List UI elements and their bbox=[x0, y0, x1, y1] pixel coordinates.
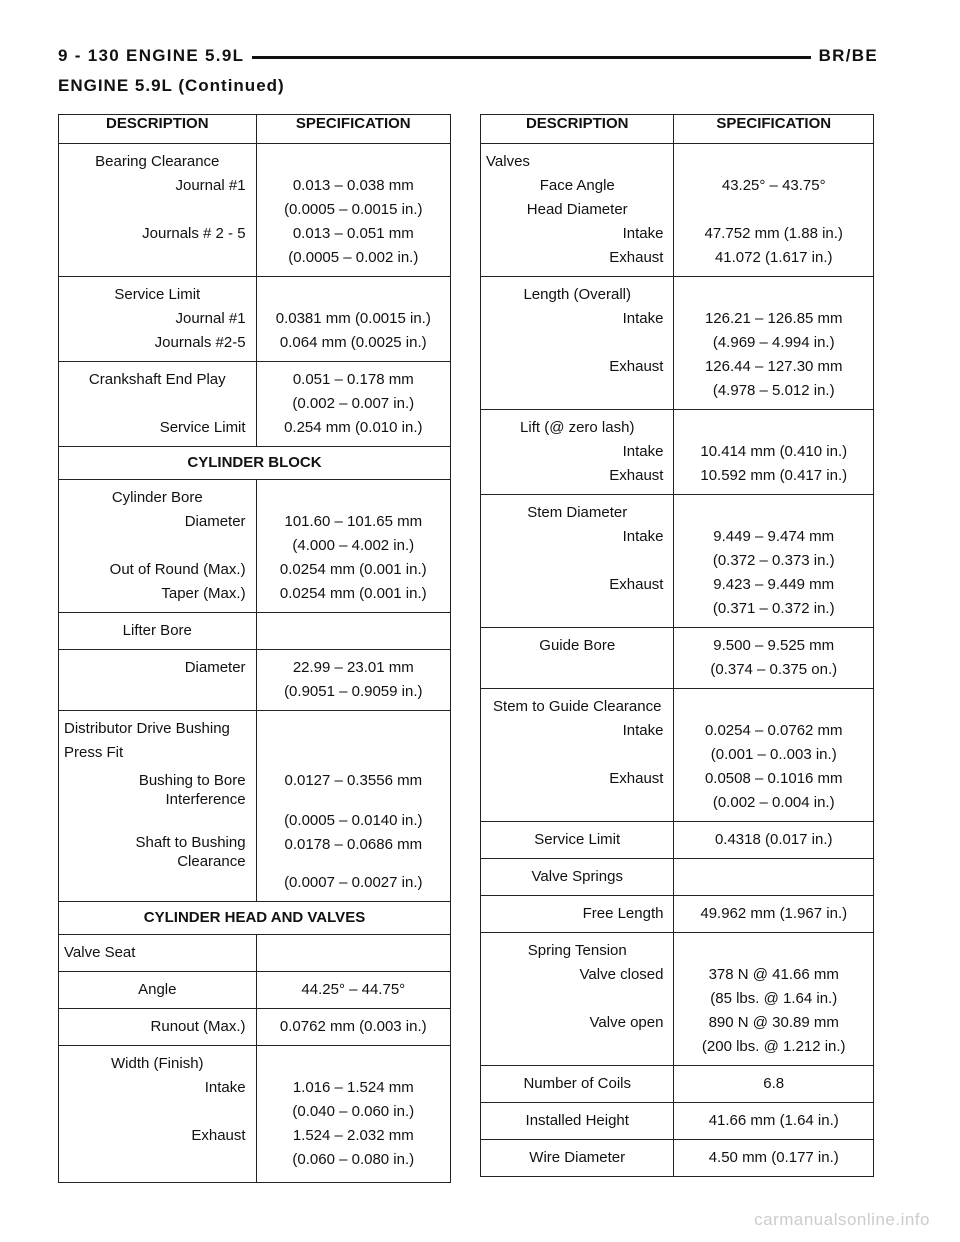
spec-label bbox=[481, 987, 674, 1011]
spec-value: 9.500 – 9.525 mm bbox=[674, 628, 874, 659]
spec-label bbox=[59, 809, 257, 833]
spec-value: (0.002 – 0.004 in.) bbox=[674, 791, 874, 822]
column-header-specification: SPECIFICATION bbox=[674, 115, 874, 144]
spec-label: Angle bbox=[59, 972, 257, 1009]
spec-label: Journals #2-5 bbox=[59, 331, 257, 362]
spec-label: Journals # 2 - 5 bbox=[59, 222, 257, 246]
spec-value: 0.0127 – 0.3556 mm bbox=[256, 765, 450, 809]
spec-value: (4.969 – 4.994 in.) bbox=[674, 331, 874, 355]
spec-label bbox=[481, 743, 674, 767]
spec-value bbox=[256, 277, 450, 308]
spec-label: Intake bbox=[481, 525, 674, 549]
spec-value: (0.372 – 0.373 in.) bbox=[674, 549, 874, 573]
spec-label: Bearing Clearance bbox=[59, 144, 257, 175]
spec-label bbox=[59, 198, 257, 222]
spec-label: Guide Bore bbox=[481, 628, 674, 659]
spec-value bbox=[674, 495, 874, 526]
column-header-description: DESCRIPTION bbox=[481, 115, 674, 144]
spec-value: 9.449 – 9.474 mm bbox=[674, 525, 874, 549]
spec-value: 0.254 mm (0.010 in.) bbox=[256, 416, 450, 447]
spec-label: Press Fit bbox=[59, 741, 257, 765]
spec-label: Intake bbox=[481, 719, 674, 743]
spec-value bbox=[674, 144, 874, 175]
spec-label: Free Length bbox=[481, 896, 674, 933]
spec-label: Length (Overall) bbox=[481, 277, 674, 308]
spec-value: 0.0762 mm (0.003 in.) bbox=[256, 1009, 450, 1046]
spec-value: 0.051 – 0.178 mm bbox=[256, 362, 450, 393]
spec-value bbox=[674, 689, 874, 720]
spec-label bbox=[481, 331, 674, 355]
spec-value bbox=[256, 741, 450, 765]
spec-label: Lift (@ zero lash) bbox=[481, 410, 674, 441]
spec-label: Intake bbox=[481, 440, 674, 464]
spec-label: Exhaust bbox=[481, 767, 674, 791]
spec-label: Bushing to Bore Interference bbox=[59, 765, 257, 809]
spec-label: Journal #1 bbox=[59, 174, 257, 198]
spec-value: (0.371 – 0.372 in.) bbox=[674, 597, 874, 628]
spec-value: (0.9051 – 0.9059 in.) bbox=[256, 680, 450, 711]
page-number-and-section: 9 - 130 ENGINE 5.9L bbox=[58, 46, 252, 66]
spec-value: 0.013 – 0.051 mm bbox=[256, 222, 450, 246]
spec-value: 0.0508 – 0.1016 mm bbox=[674, 767, 874, 791]
spec-value: 10.414 mm (0.410 in.) bbox=[674, 440, 874, 464]
spec-value: 126.44 – 127.30 mm bbox=[674, 355, 874, 379]
spec-value: (0.374 – 0.375 on.) bbox=[674, 658, 874, 689]
spec-value: (85 lbs. @ 1.64 in.) bbox=[674, 987, 874, 1011]
spec-value: 49.962 mm (1.967 in.) bbox=[674, 896, 874, 933]
spec-label: Diameter bbox=[59, 650, 257, 681]
spec-label: Exhaust bbox=[481, 573, 674, 597]
spec-value: 41.072 (1.617 in.) bbox=[674, 246, 874, 277]
column-header-specification: SPECIFICATION bbox=[256, 115, 450, 144]
spec-value bbox=[674, 277, 874, 308]
column-header-description: DESCRIPTION bbox=[59, 115, 257, 144]
spec-label bbox=[481, 549, 674, 573]
spec-value bbox=[256, 144, 450, 175]
spec-label: Face Angle bbox=[481, 174, 674, 198]
spec-label bbox=[59, 246, 257, 277]
spec-label: Head Diameter bbox=[481, 198, 674, 222]
spec-value: (0.0007 – 0.0027 in.) bbox=[256, 871, 450, 902]
spec-value: 0.0254 – 0.0762 mm bbox=[674, 719, 874, 743]
model-code: BR/BE bbox=[811, 46, 878, 66]
spec-label: Width (Finish) bbox=[59, 1046, 257, 1077]
spec-value: 1.524 – 2.032 mm bbox=[256, 1124, 450, 1148]
spec-label: Valves bbox=[481, 144, 674, 175]
spec-label: Crankshaft End Play bbox=[59, 362, 257, 393]
page-header bbox=[58, 46, 878, 70]
spec-value bbox=[674, 859, 874, 896]
spec-value bbox=[256, 613, 450, 650]
spec-label: Exhaust bbox=[481, 355, 674, 379]
spec-label: Service Limit bbox=[481, 822, 674, 859]
spec-label: Taper (Max.) bbox=[59, 582, 257, 613]
spec-label: Runout (Max.) bbox=[59, 1009, 257, 1046]
spec-label: Exhaust bbox=[481, 464, 674, 495]
spec-value: 1.016 – 1.524 mm bbox=[256, 1076, 450, 1100]
spec-label: Valve Seat bbox=[59, 935, 257, 972]
spec-label: Service Limit bbox=[59, 277, 257, 308]
spec-value: 10.592 mm (0.417 in.) bbox=[674, 464, 874, 495]
spec-label: Shaft to Bushing Clearance bbox=[59, 833, 257, 871]
spec-label: Intake bbox=[59, 1076, 257, 1100]
spec-label bbox=[481, 658, 674, 689]
spec-value: 0.064 mm (0.0025 in.) bbox=[256, 331, 450, 362]
spec-value: (0.0005 – 0.002 in.) bbox=[256, 246, 450, 277]
spec-label: Number of Coils bbox=[481, 1066, 674, 1103]
spec-value: 0.0254 mm (0.001 in.) bbox=[256, 582, 450, 613]
spec-value bbox=[674, 410, 874, 441]
spec-label: Wire Diameter bbox=[481, 1140, 674, 1177]
spec-value: 22.99 – 23.01 mm bbox=[256, 650, 450, 681]
spec-label bbox=[59, 534, 257, 558]
spec-value: 0.013 – 0.038 mm bbox=[256, 174, 450, 198]
spec-label: Valve closed bbox=[481, 963, 674, 987]
spec-value: (0.060 – 0.080 in.) bbox=[256, 1148, 450, 1183]
spec-value bbox=[256, 1046, 450, 1077]
spec-label: Intake bbox=[481, 307, 674, 331]
spec-value: (4.000 – 4.002 in.) bbox=[256, 534, 450, 558]
spec-label: Stem Diameter bbox=[481, 495, 674, 526]
spec-value bbox=[674, 933, 874, 964]
spec-label bbox=[59, 392, 257, 416]
spec-value: (0.002 – 0.007 in.) bbox=[256, 392, 450, 416]
spec-value: 890 N @ 30.89 mm bbox=[674, 1011, 874, 1035]
spec-value: 126.21 – 126.85 mm bbox=[674, 307, 874, 331]
spec-value: (4.978 – 5.012 in.) bbox=[674, 379, 874, 410]
spec-label bbox=[59, 1100, 257, 1124]
spec-value: 0.0254 mm (0.001 in.) bbox=[256, 558, 450, 582]
spec-value: 44.25° – 44.75° bbox=[256, 972, 450, 1009]
spec-label bbox=[481, 1035, 674, 1066]
spec-label bbox=[481, 791, 674, 822]
section-heading: CYLINDER BLOCK bbox=[59, 447, 451, 480]
spec-value: 9.423 – 9.449 mm bbox=[674, 573, 874, 597]
spec-label: Intake bbox=[481, 222, 674, 246]
spec-label: Service Limit bbox=[59, 416, 257, 447]
spec-value: 6.8 bbox=[674, 1066, 874, 1103]
spec-value bbox=[256, 480, 450, 511]
spec-label: Journal #1 bbox=[59, 307, 257, 331]
spec-label: Exhaust bbox=[59, 1124, 257, 1148]
spec-value: 0.0178 – 0.0686 mm bbox=[256, 833, 450, 871]
right-spec-table bbox=[480, 114, 874, 1177]
spec-label: Distributor Drive Bushing bbox=[59, 711, 257, 742]
spec-label bbox=[59, 1148, 257, 1183]
spec-value: (200 lbs. @ 1.212 in.) bbox=[674, 1035, 874, 1066]
spec-label: Installed Height bbox=[481, 1103, 674, 1140]
left-spec-table bbox=[58, 114, 451, 1183]
spec-label: Valve Springs bbox=[481, 859, 674, 896]
spec-value: (0.001 – 0..003 in.) bbox=[674, 743, 874, 767]
spec-value: (0.0005 – 0.0015 in.) bbox=[256, 198, 450, 222]
spec-value: (0.040 – 0.060 in.) bbox=[256, 1100, 450, 1124]
spec-label bbox=[59, 680, 257, 711]
spec-value: 4.50 mm (0.177 in.) bbox=[674, 1140, 874, 1177]
page-title: ENGINE 5.9L (Continued) bbox=[58, 76, 285, 95]
spec-value bbox=[256, 711, 450, 742]
spec-value: 0.4318 (0.017 in.) bbox=[674, 822, 874, 859]
spec-label: Lifter Bore bbox=[59, 613, 257, 650]
spec-value: 41.66 mm (1.64 in.) bbox=[674, 1103, 874, 1140]
spec-value: 0.0381 mm (0.0015 in.) bbox=[256, 307, 450, 331]
spec-label: Stem to Guide Clearance bbox=[481, 689, 674, 720]
spec-label: Valve open bbox=[481, 1011, 674, 1035]
spec-value: (0.0005 – 0.0140 in.) bbox=[256, 809, 450, 833]
spec-value: 43.25° – 43.75° bbox=[674, 174, 874, 198]
watermark: carmanualsonline.info bbox=[754, 1210, 930, 1229]
spec-label: Cylinder Bore bbox=[59, 480, 257, 511]
spec-label: Spring Tension bbox=[481, 933, 674, 964]
spec-value bbox=[674, 198, 874, 222]
spec-value: 47.752 mm (1.88 in.) bbox=[674, 222, 874, 246]
spec-label: Exhaust bbox=[481, 246, 674, 277]
spec-label bbox=[59, 871, 257, 902]
spec-value: 378 N @ 41.66 mm bbox=[674, 963, 874, 987]
spec-label: Diameter bbox=[59, 510, 257, 534]
spec-label bbox=[481, 597, 674, 628]
spec-label: Out of Round (Max.) bbox=[59, 558, 257, 582]
spec-value: 101.60 – 101.65 mm bbox=[256, 510, 450, 534]
section-heading: CYLINDER HEAD AND VALVES bbox=[59, 902, 451, 935]
spec-label bbox=[481, 379, 674, 410]
spec-value bbox=[256, 935, 450, 972]
